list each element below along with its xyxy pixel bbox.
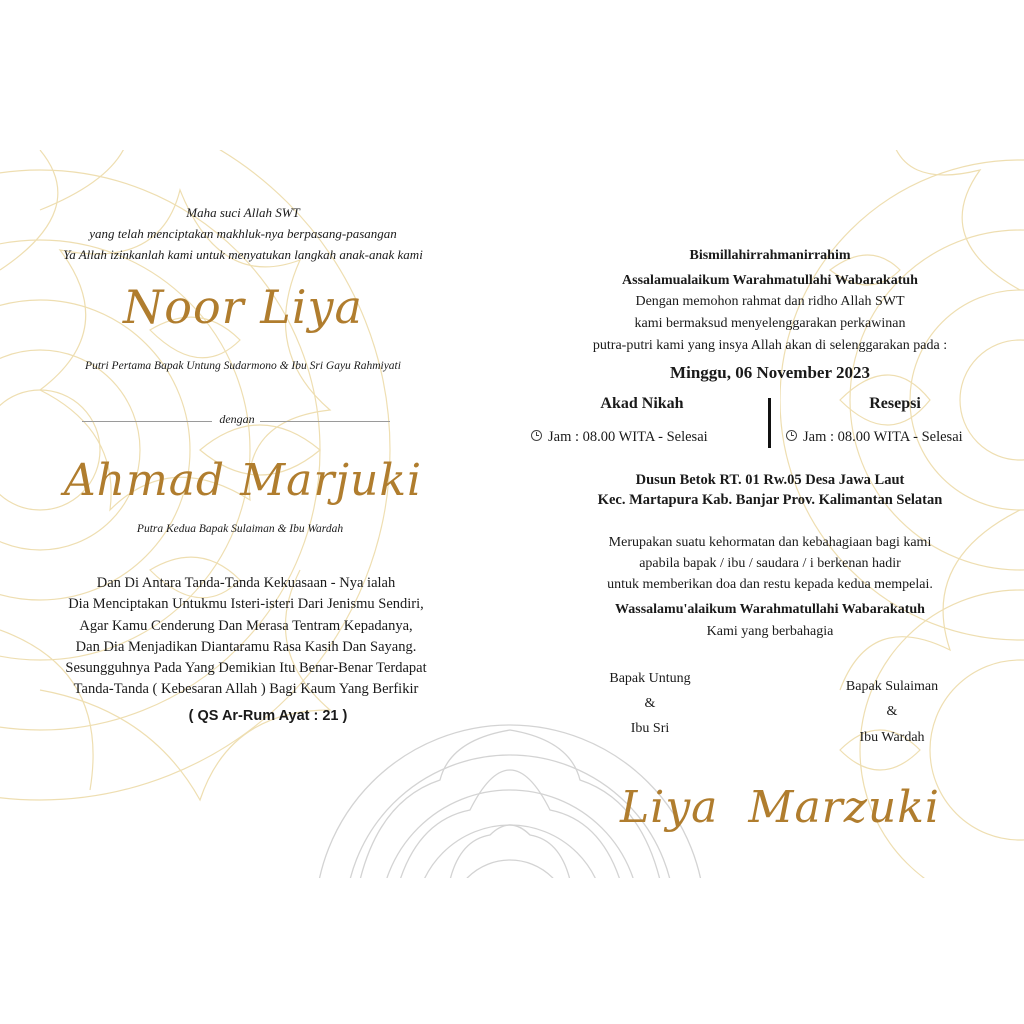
- groom-family-father: Bapak Sulaiman: [845, 679, 939, 694]
- groom-family-mother: Ibu Wardah: [859, 730, 925, 745]
- salam-closing: Wassalamu'alaikum Warahmatullahi Wabarakatuh: [615, 602, 925, 617]
- groom-name: Ahmad Marjuki: [63, 455, 423, 506]
- closing-line-2: apabila bapak / ibu / saudara / i berkenan hadir: [639, 556, 901, 571]
- event-divider: [768, 398, 771, 448]
- verse-line-1: Dan Di Antara Tanda-Tanda Kekuasaan - Nya ialah: [96, 575, 396, 591]
- resepsi-title: Resepsi: [869, 395, 921, 412]
- bride-parents: Putri Pertama Bapak Untung Sudarmono & Ibu Sri Gayu Rahmiyati: [85, 360, 401, 372]
- akad-time-text: Jam : 08.00 WITA - Selesai: [548, 429, 708, 445]
- verse-line-2: Dia Menciptakan Untukmu Isteri-isteri Dari Jenismu Sendiri,: [68, 596, 424, 612]
- verse-line-3: Agar Kamu Cenderung Dan Merasa Tentram Kepadanya,: [79, 618, 413, 634]
- opening-line-2: kami bermaksud menyelenggarakan perkawinan: [634, 316, 906, 331]
- resepsi-time: [786, 429, 963, 446]
- bride-name: Noor Liya: [123, 280, 363, 334]
- bride-family-mother: Ibu Sri: [630, 721, 670, 736]
- connector-text: dengan: [219, 412, 255, 426]
- opening-line-3: putra-putri kami yang insya Allah akan di selenggarakan pada :: [592, 338, 948, 353]
- akad-title: Akad Nikah: [600, 395, 684, 412]
- verse-line-6: Tanda-Tanda ( Kebesaran Allah ) Bagi Kaum Yang Berfikir: [73, 681, 419, 697]
- closing-line-1: Merupakan suatu kehormatan dan kebahagiaan bagi kami: [608, 535, 932, 550]
- signoff: Kami yang berbahagia: [706, 624, 834, 639]
- akad-time: [531, 429, 708, 446]
- bismillah: Bismillahirrahmanirrahim: [689, 248, 851, 263]
- clock-icon: [531, 430, 542, 441]
- closing-line-3: untuk memberikan doa dan restu kepada kedua mempelai.: [607, 577, 933, 592]
- address-line-2: Kec. Martapura Kab. Banjar Prov. Kalimantan Selatan: [597, 492, 943, 508]
- resepsi-time-text: Jam : 08.00 WITA - Selesai: [803, 429, 963, 445]
- opening-line-1: Dengan memohon rahmat dan ridho Allah SWT: [635, 294, 905, 309]
- divider-left: [82, 421, 212, 422]
- intro-line-2: yang telah menciptakan makhluk-nya berpasang-pasangan: [89, 226, 397, 241]
- verse-line-5: Sesungguhnya Pada Yang Demikian Itu Benar-Benar Terdapat: [65, 660, 427, 676]
- address-line-1: Dusun Betok RT. 01 Rw.05 Desa Jawa Laut: [635, 472, 905, 488]
- bride-family-ampersand: &: [644, 696, 656, 711]
- verse-source: ( QS Ar-Rum Ayat : 21 ): [188, 708, 348, 724]
- bride-family-father: Bapak Untung: [609, 671, 691, 686]
- intro-line-3: Ya Allah izinkanlah kami untuk menyatukan langkah anak-anak kami: [63, 247, 423, 262]
- groom-family-ampersand: &: [886, 704, 898, 719]
- intro-line-1: Maha suci Allah SWT: [186, 205, 300, 220]
- event-date: Minggu, 06 November 2023: [670, 363, 870, 382]
- clock-icon: [786, 430, 797, 441]
- couple-signature: Liya Marzuki: [620, 782, 940, 833]
- divider-right: [260, 421, 390, 422]
- verse-line-4: Dan Dia Menjadikan Diantaramu Rasa Kasih Dan Sayang.: [75, 639, 417, 655]
- invitation-card: [0, 150, 1024, 878]
- groom-parents: Putra Kedua Bapak Sulaiman & Ibu Wardah: [136, 523, 344, 535]
- salam-opening: Assalamualaikum Warahmatullahi Wabarakatuh: [622, 273, 918, 288]
